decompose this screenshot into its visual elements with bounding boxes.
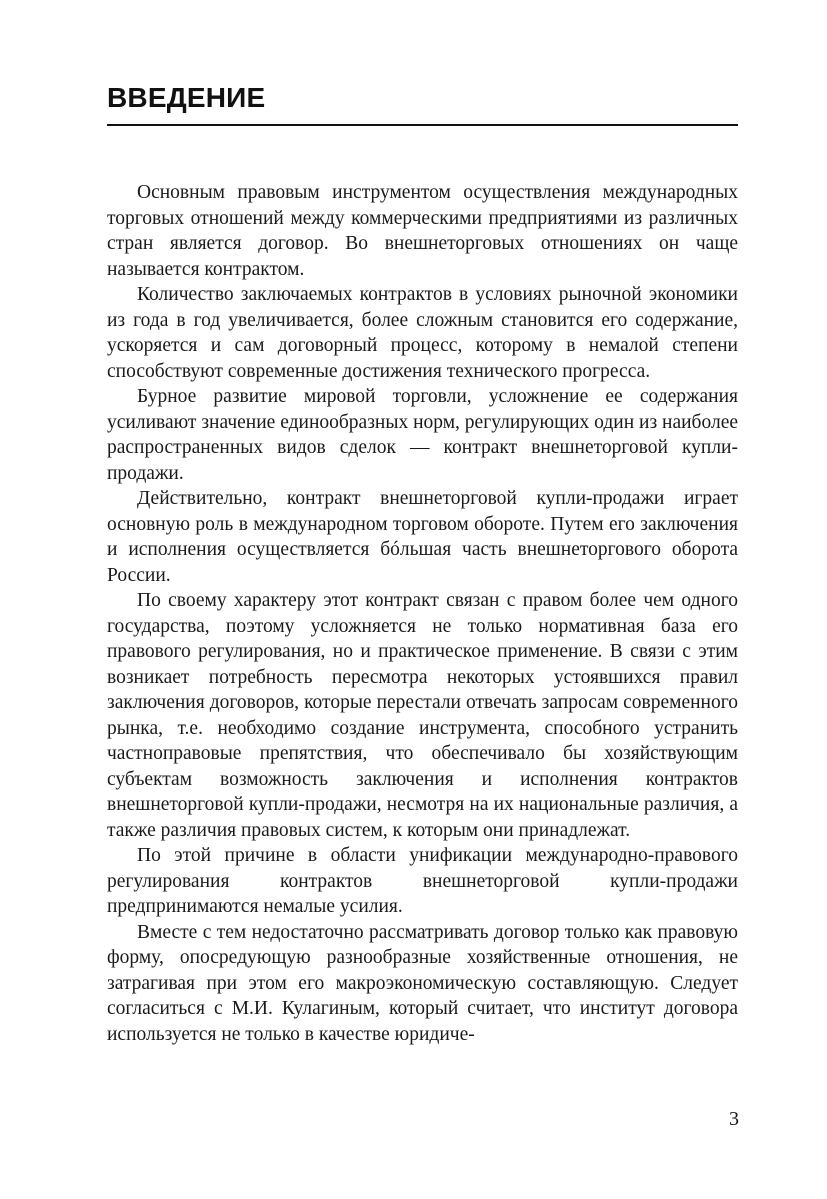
title-divider (107, 124, 738, 126)
body-text (107, 180, 738, 1047)
paragraph: По своему характеру этот контракт связан с правом более чем одного государства, поэтому усложняется не только нормативная база его правового регулирования, но и практическое применение. В связи с этим возникает потребность пересмотра некоторых устоявшихся правил заключения договоров, которые перестали отвечать запросам современного рынка, т.е. необходимо создание инструмента, способного устранить частноправовые препятствия, что обеспечивало бы хозяйствующим субъектам возможность заключения и исполнения контрактов внешнеторговой купли-продажи, несмотря на их национальные различия, а также различия правовых систем, к которым они принадлежат. (107, 590, 738, 841)
page-title: ВВЕДЕНИЕ (107, 82, 266, 113)
paragraph: Вместе с тем недостаточно рассматривать договор только как правовую форму, опосредующую разнообразные хозяйственные отношения, не затрагивая при этом его макроэкономическую составляющую. Следует согласиться с М.И. Кулагиным, который считает, что институт договора используется не только в качестве юридиче- (107, 921, 738, 1045)
paragraph: Действительно, контракт внешнеторговой купли-продажи играет основную роль в международном торговом обороте. Путем его заключения и исполнения осуществляется бóльшая часть внешнеторгового оборота России. (107, 488, 738, 586)
paragraph: Бурное развитие мировой торговли, усложнение ее содержания усиливают значение единообразных норм, регулирующих один из наиболее распространенных видов сделок — контракт внешнеторговой купли-продажи. (107, 386, 739, 484)
paragraph: По этой причине в области унификации международно-правового регулирования контрактов внешнеторговой купли-продажи предпринимаются немалые усилия. (107, 845, 738, 917)
paragraph: Основным правовым инструментом осуществления международных торговых отношений между коммерческими предприятиями из различных стран является договор. Во внешнеторговых отношениях он чаще называется контрактом. (107, 182, 738, 280)
page-number: 3 (729, 1108, 739, 1130)
paragraph: Количество заключаемых контрактов в условиях рыночной экономики из года в год увеличивается, более сложным становится его содержание, ускоряется и сам договорный процесс, которому в немалой степени способствуют современные достижения технического прогресса. (107, 284, 738, 382)
